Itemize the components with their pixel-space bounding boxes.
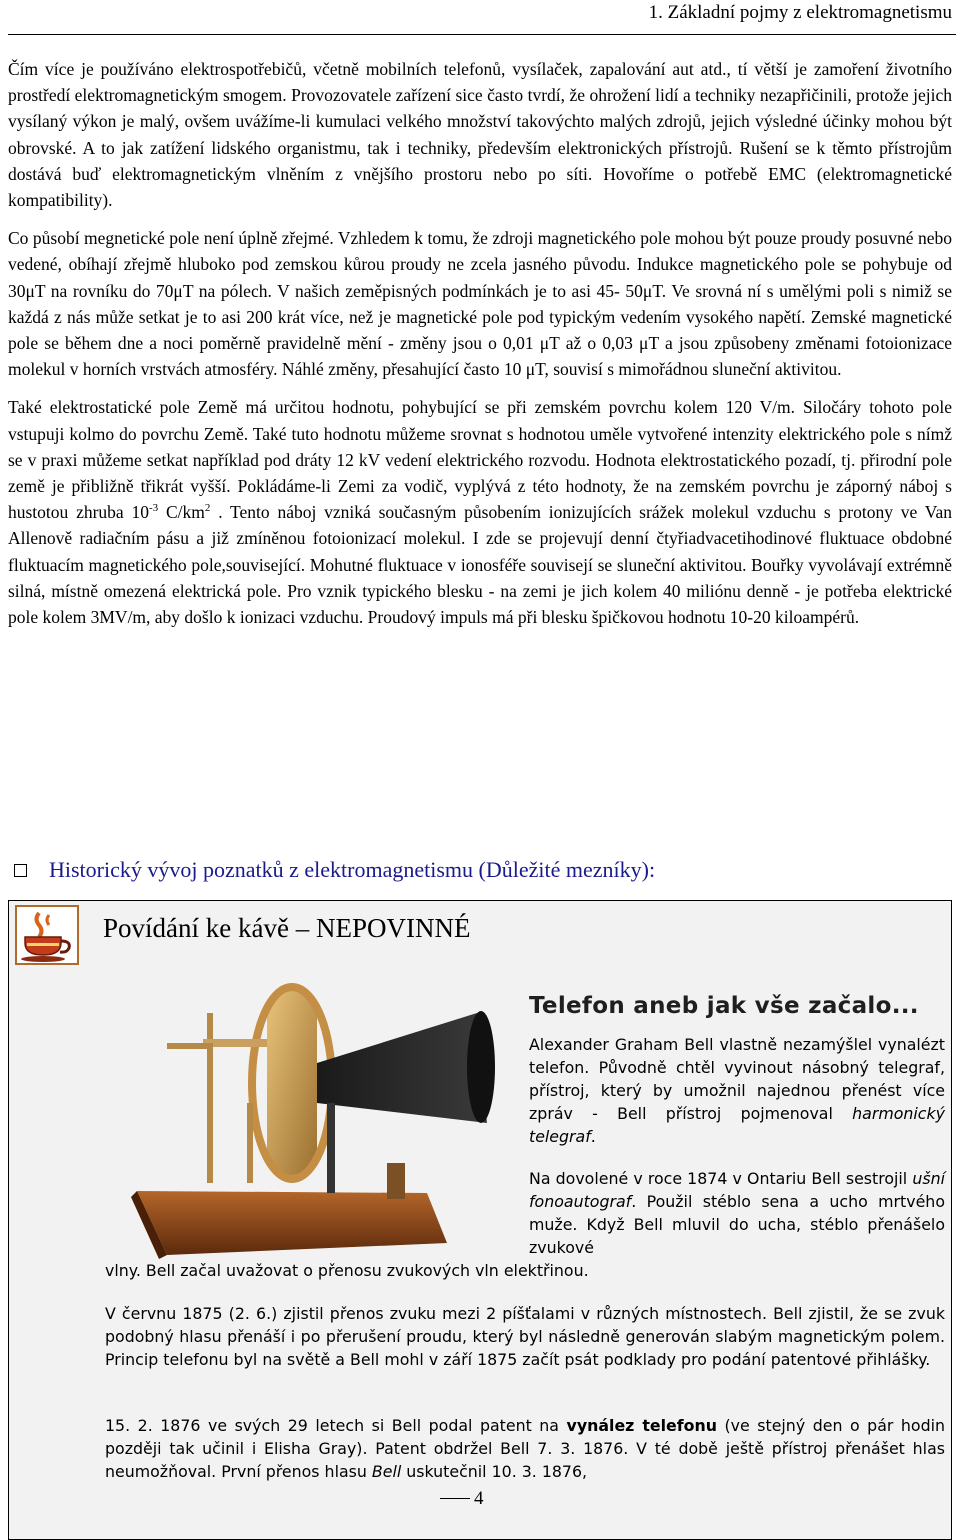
article-paragraph-2	[529, 1167, 945, 1259]
text-run: Na dovolené v roce 1874 v Ontariu Bell sestrojil	[529, 1169, 913, 1188]
text-run: Alexander Graham Bell vlastně nezamýšlel vynalézt telefon. Původně chtěl vyvinout násobný telegraf, přístroj, který by umožnil najednou přenést více zpráv - Bell přístroj pojmenoval	[529, 1035, 945, 1123]
box-title: Povídání ke kávě – NEPOVINNÉ	[103, 913, 471, 943]
header-rule	[8, 34, 956, 35]
article-paragraph-4	[105, 1414, 945, 1483]
text-run: 15. 2. 1876 ve svých 29 letech si Bell podal patent na	[105, 1416, 567, 1435]
section-heading	[8, 857, 952, 883]
coffee-box	[8, 900, 952, 1540]
checkbox-bullet-icon	[14, 864, 27, 877]
article-paragraph-3: V červnu 1875 (2. 6.) zjistil přenos zvuku mezi 2 píšťalami v různých místnostech. Bell zjistil, že se zvuk podobný hlasu přenáší i po přerušení proudu, který byl následně generován slabým magnetickým polem. Princip telefonu byl na světě a Bell mohl v září 1875 začít psát podklady pro podání patentové přihlášky.	[105, 1304, 945, 1369]
superscript: -3	[149, 502, 159, 515]
body-text	[8, 56, 952, 642]
text-run: . Použil stéblo sena a ucho mrtvého muže. Když Bell mluvil do ucha, stéblo přenášelo zvukové	[529, 1192, 945, 1257]
running-header: 1. Základní pojmy z elektromagnetismu	[648, 2, 952, 23]
text-run: Také elektrostatické pole Země má určitou hodnotu, pohybující se při zemském povrchu kolem 120 V/m. Siločáry tohoto pole vstupuji kolmo do povrchu Země. Také tuto hodnotu můžeme srovnat s hodnotou uměle vytvořené intenzity elektrického pole s nímž se v praxi můžeme setkat například pod dráty 12 kV vedení elektrického rozvodu. Hodnota elektrostatického pozadí, tj. přirodní pole země je přibližně třikrát vyšší. Pokládáme-li Zemi za vodič, vyplývá z této hodnoty, že na zemském povrchu je záporný náboj s hustotou zhruba 10	[8, 397, 952, 523]
text-run: (ve stejný den o pár hodin později tak učinil i Elisha Gray). Patent obdržel Bell 7. 3. 1876. V té době ještě přístroj přenášet hlas neumožňoval. První přenos hlasu	[105, 1416, 946, 1481]
article-paragraph-1	[529, 1033, 945, 1148]
footer-rule	[440, 1498, 470, 1499]
page-number: 4	[474, 1488, 484, 1509]
superscript: 2	[204, 502, 211, 515]
emphasis: Bell	[371, 1462, 402, 1481]
text-run: .	[590, 1127, 596, 1146]
bold-text: vynález telefonu	[566, 1416, 717, 1435]
section-heading-text: Historický vývoj poznatků z elektromagnetismu (Důležité mezníky):	[49, 857, 656, 882]
text-run: C/km	[158, 502, 205, 523]
coffee-cup-icon	[15, 905, 79, 965]
emphasis: ušní fonoautograf	[529, 1169, 945, 1211]
paragraph-electrostatic-field	[8, 394, 952, 630]
text-run: uskutečnil 10. 3. 1876,	[401, 1462, 588, 1481]
emphasis: harmonický telegraf	[529, 1104, 945, 1146]
paragraph-magnetic-field: Co působí megnetické pole není úplně zřejmé. Vzhledem k tomu, že zdroji magnetického pole mohou být pouze proudy posuvné nebo vedené, obíhají zřejmě hluboko pod zemskou kůrou proudy ne zcela jasného původu. Indukce magnetického pole se pohybuje od 30μT na rovníku do 70μT na pólech. V našich zeměpisných podmínkách je to asi 45- 50μT. Ve srovná ní s umělými poli s nimiž se každá z nás může setkat je to asi 200 krát více, než je magnetické pole pod typickým vedením vysokého napětí. Zemské magnetické pole se během dne a noci poměrně pravidelně mění - změny jsou o 0,01 μT až o 0,03 μT a jsou způsobeny změnami fotoionizace molekul v horních vrstvách atmosféry. Náhlé změny, přesahující často 10 μT, souvisí s mimořádnou sluneční aktivitou.	[8, 228, 952, 380]
text-run: . Tento náboj vzniká současným působením ionizujících srážek molekul vzduchu s protony ve Van Allenově radiačním pásu a již zmíněnou fotoionizací molekul. I zde se projevují denní čtyřiadvacetihodinové fluktuace obdobné fluktuacím magnetického pole,související. Mohutné fluktuace v ionosféře souvisejí se sluneční aktivitou. Bouřky vyvolávají extrémně silná, místně omezená elektrická pole. Pro vznik typického blesku - na zemi je jich kolem 40 miliónu denně - je potřeba elektrické pole kolem 3MV/m, aby došlo k ionizaci vzduchu. Proudový impuls má při blesku špičkovou hodnotu 10-20 kiloampérů.	[8, 502, 952, 628]
telephone-photo	[97, 953, 525, 1263]
article-title: Telefon aneb jak vše začalo...	[529, 993, 919, 1019]
article-paragraph-2-continued: vlny. Bell začal uvažovat o přenosu zvukových vln elektřinou.	[105, 1261, 589, 1280]
paragraph-smog: Čím více je používáno elektrospotřebičů, včetně mobilních telefonů, vysílaček, zapalování aut atd., tí větší je zamoření životního prostředí elektromagnetickým smogem. Provozovatele zařízení sice často tvrdí, že ohrožení lidí a techniky nezapřičinili, protože jejich vysílaný výkon je malý, ovšem uvážíme-li kumulaci velkého množství takovýchto malých zdrojů, jejich výsledné účinky mohou být obrovské. A to jak zatížení lidského organistmu, tak i techniky, především elektronických přístrojů. Rušení se k těmto přístrojům dostává buď elektromagnetickým vlněním z vnějšího prostoru nebo po síti. Hovoříme o potřebě EMC (elektromagnetické kompatibility).	[8, 59, 952, 211]
